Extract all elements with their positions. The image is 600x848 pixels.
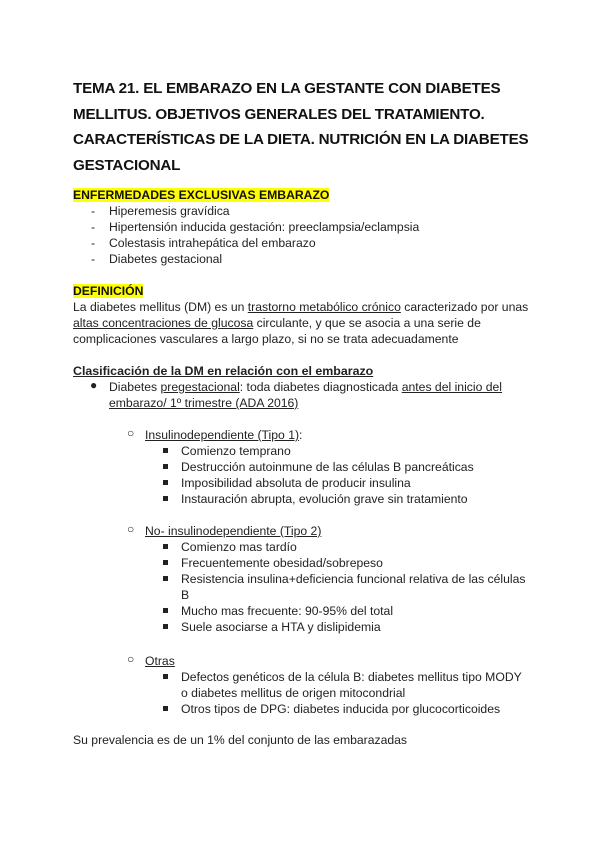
square-bullet-icon [163,624,168,629]
definicion-heading: DEFINICIÓN [73,284,144,298]
pregestacional-line-2: embarazo/ 1º trimestre (ADA 2016) [109,396,299,410]
underlined-term: pregestacional [160,380,240,394]
list-item: Comienzo temprano [181,444,291,458]
list-item-continuation: B [181,588,190,602]
circle-bullet-icon: ○ [127,652,135,666]
text-run: La diabetes mellitus (DM) es un [73,300,248,314]
square-bullet-icon [163,480,168,485]
list-item: Comienzo mas tardío [181,540,297,554]
exclusivas-list [73,203,553,267]
text-run: circulante, y que se asocia a una serie de [253,316,481,330]
list-item: Suele asociarse a HTA y dislipidemia [181,620,381,634]
list-item: - Hipertensión inducida gestación: preeclampsia/eclampsia [73,219,553,235]
list-item: Mucho mas frecuente: 90-95% del total [181,604,394,618]
tipo2-label: No- insulinodependiente (Tipo 2) [145,524,322,538]
title-line: TEMA 21. EL EMBARAZO EN LA GESTANTE CON DIABETES [73,80,501,97]
underlined-term: antes del inicio del [401,380,503,394]
bullet-icon: ● [90,378,98,392]
square-bullet-icon [163,560,168,565]
text-run: : toda diabetes diagnosticada [239,380,402,394]
definicion-line: complicaciones vasculares a largo plazo, si no se trata adecuadamente [73,332,459,346]
title-line: GESTACIONAL [73,156,181,174]
clasificacion-heading: Clasificación de la DM en relación con el embarazo [73,364,374,378]
tipo1-label [145,427,302,443]
title-line: MELLITUS. OBJETIVOS GENERALES DEL TRATAMIENTO. [73,105,485,123]
list-item: Frecuentemente obesidad/sobrepeso [181,556,383,570]
otras-label: Otras [145,654,175,668]
definicion-line [73,315,553,331]
definicion-section [73,283,553,347]
list-item: Destrucción autoinmune de las células B pancreáticas [181,460,474,474]
text-run: : [299,428,303,442]
text-run: Diabetes [109,380,161,394]
list-item: - Colestasis intrahepática del embarazo [73,235,553,251]
underlined-term: Insulinodependiente (Tipo 1) [145,428,300,442]
circle-bullet-icon: ○ [127,522,135,536]
underlined-term: altas concentraciones de glucosa [73,316,254,330]
definicion-line [73,299,553,315]
list-item: Otros tipos de DPG: diabetes inducida por glucocorticoides [181,702,501,716]
square-bullet-icon [163,544,168,549]
list-item: Defectos genéticos de la célula B: diabetes mellitus tipo MODY [181,670,522,684]
square-bullet-icon [163,674,168,679]
square-bullet-icon [163,608,168,613]
list-item: Imposibilidad absoluta de producir insulina [181,476,411,490]
square-bullet-icon [163,448,168,453]
underlined-term: trastorno metabólico crónico [247,300,401,314]
title-line: CARACTERÍSTICAS DE LA DIETA. NUTRICIÓN EN LA DIABETES [73,131,529,148]
list-item: Instauración abrupta, evolución grave sin tratamiento [181,492,468,506]
circle-bullet-icon: ○ [127,426,135,440]
list-item: - Hiperemesis gravídica [73,203,553,219]
square-bullet-icon [163,496,168,501]
list-item-continuation: o diabetes mellitus de origen mitocondrial [181,686,406,700]
prevalencia-text: Su prevalencia es de un 1% del conjunto de las embarazadas [73,733,408,747]
exclusivas-heading: ENFERMEDADES EXCLUSIVAS EMBARAZO [73,188,330,202]
square-bullet-icon [163,464,168,469]
square-bullet-icon [163,706,168,711]
exclusivas-section [73,187,553,267]
list-item: - Diabetes gestacional [73,251,553,267]
square-bullet-icon [163,576,168,581]
pregestacional-line-1 [109,379,502,395]
text-run: caracterizado por unas [400,300,529,314]
document-title [73,76,553,178]
list-item: Resistencia insulina+deficiencia funcional relativa de las células [181,572,526,586]
